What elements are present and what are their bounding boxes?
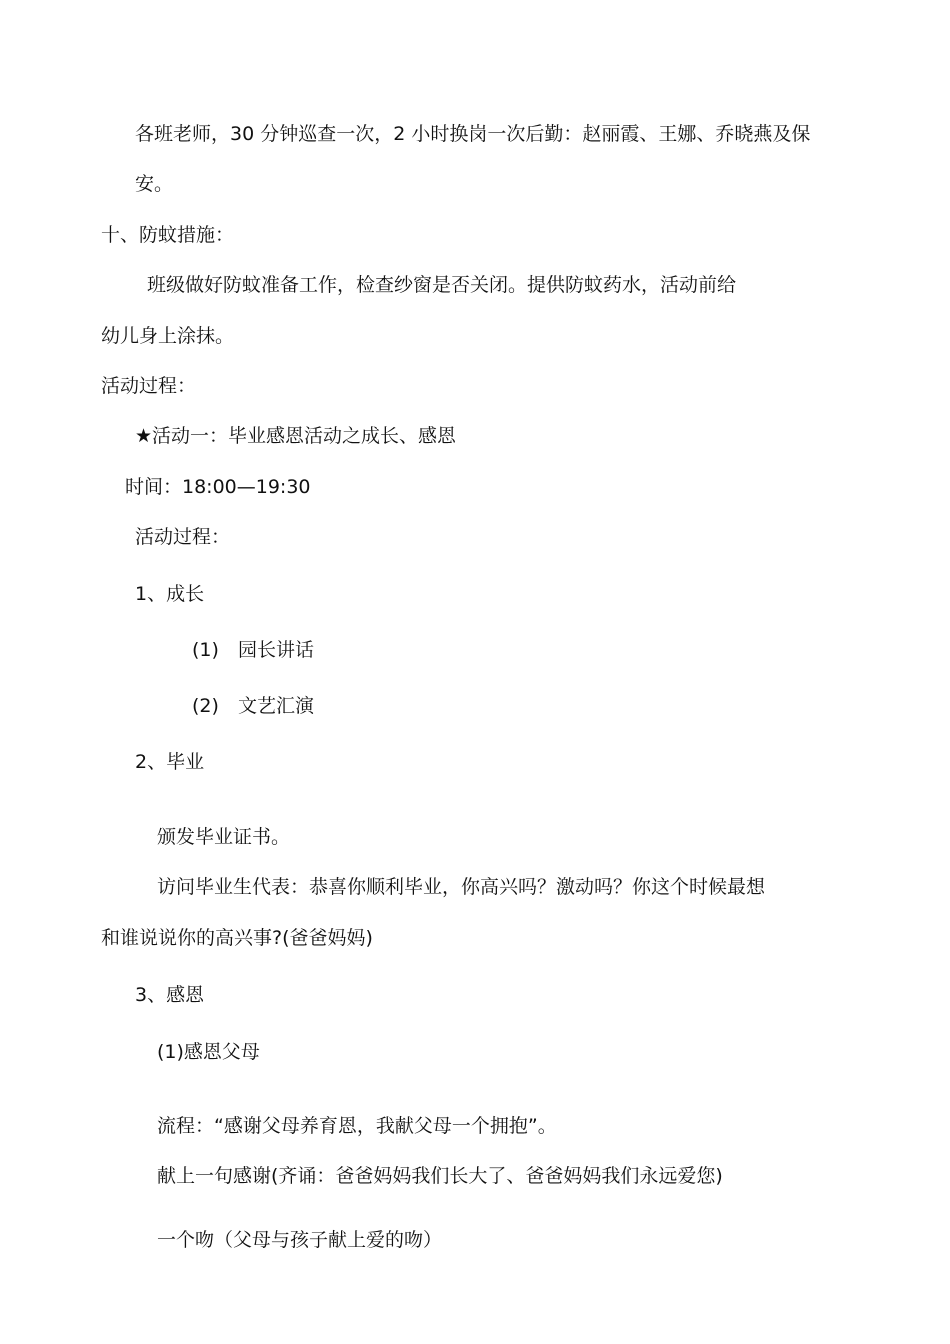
text-line: 各班老师，30 分钟巡查一次，2 小时换岗一次后勤：赵丽霞、王娜、乔晓燕及保 bbox=[135, 123, 811, 145]
text-line: 幼儿身上涂抹。 bbox=[101, 325, 235, 347]
sub-item-label: 文艺汇演 bbox=[238, 695, 315, 717]
time-line: 时间：18:00—19:30 bbox=[125, 476, 311, 498]
section-heading: 活动过程： bbox=[101, 375, 197, 397]
text-line: 献上一句感谢(齐诵：爸爸妈妈我们长大了、爸爸妈妈我们永远爱您) bbox=[157, 1165, 723, 1187]
section-heading: 十、防蚊措施： bbox=[101, 224, 235, 246]
sub-item-number: (2) bbox=[192, 695, 219, 717]
text-line: 流程：“感谢父母养育恩，我献父母一个拥抱”。 bbox=[157, 1115, 557, 1137]
text-line: 颁发毕业证书。 bbox=[157, 826, 291, 848]
sub-item-number: (1) bbox=[192, 639, 219, 661]
text-line: 访问毕业生代表：恭喜你顺利毕业，你高兴吗？激动吗？你这个时候最想 bbox=[157, 876, 766, 898]
sub-item-label: 园长讲话 bbox=[238, 639, 315, 661]
list-item: 1、成长 bbox=[135, 583, 205, 605]
text-line: 班级做好防蚊准备工作，检查纱窗是否关闭。提供防蚊药水，活动前给 bbox=[147, 274, 737, 296]
list-item: 3、感恩 bbox=[135, 984, 205, 1006]
activity-title: ★活动一：毕业感恩活动之成长、感恩 bbox=[135, 425, 457, 447]
text-line: 一个吻（父母与孩子献上爱的吻） bbox=[157, 1229, 443, 1251]
text-line: 活动过程： bbox=[135, 526, 231, 548]
sub-item: (1)感恩父母 bbox=[157, 1041, 260, 1063]
text-line: 安。 bbox=[135, 173, 174, 195]
list-item: 2、毕业 bbox=[135, 751, 205, 773]
text-line: 和谁说说你的高兴事?(爸爸妈妈) bbox=[101, 927, 373, 949]
